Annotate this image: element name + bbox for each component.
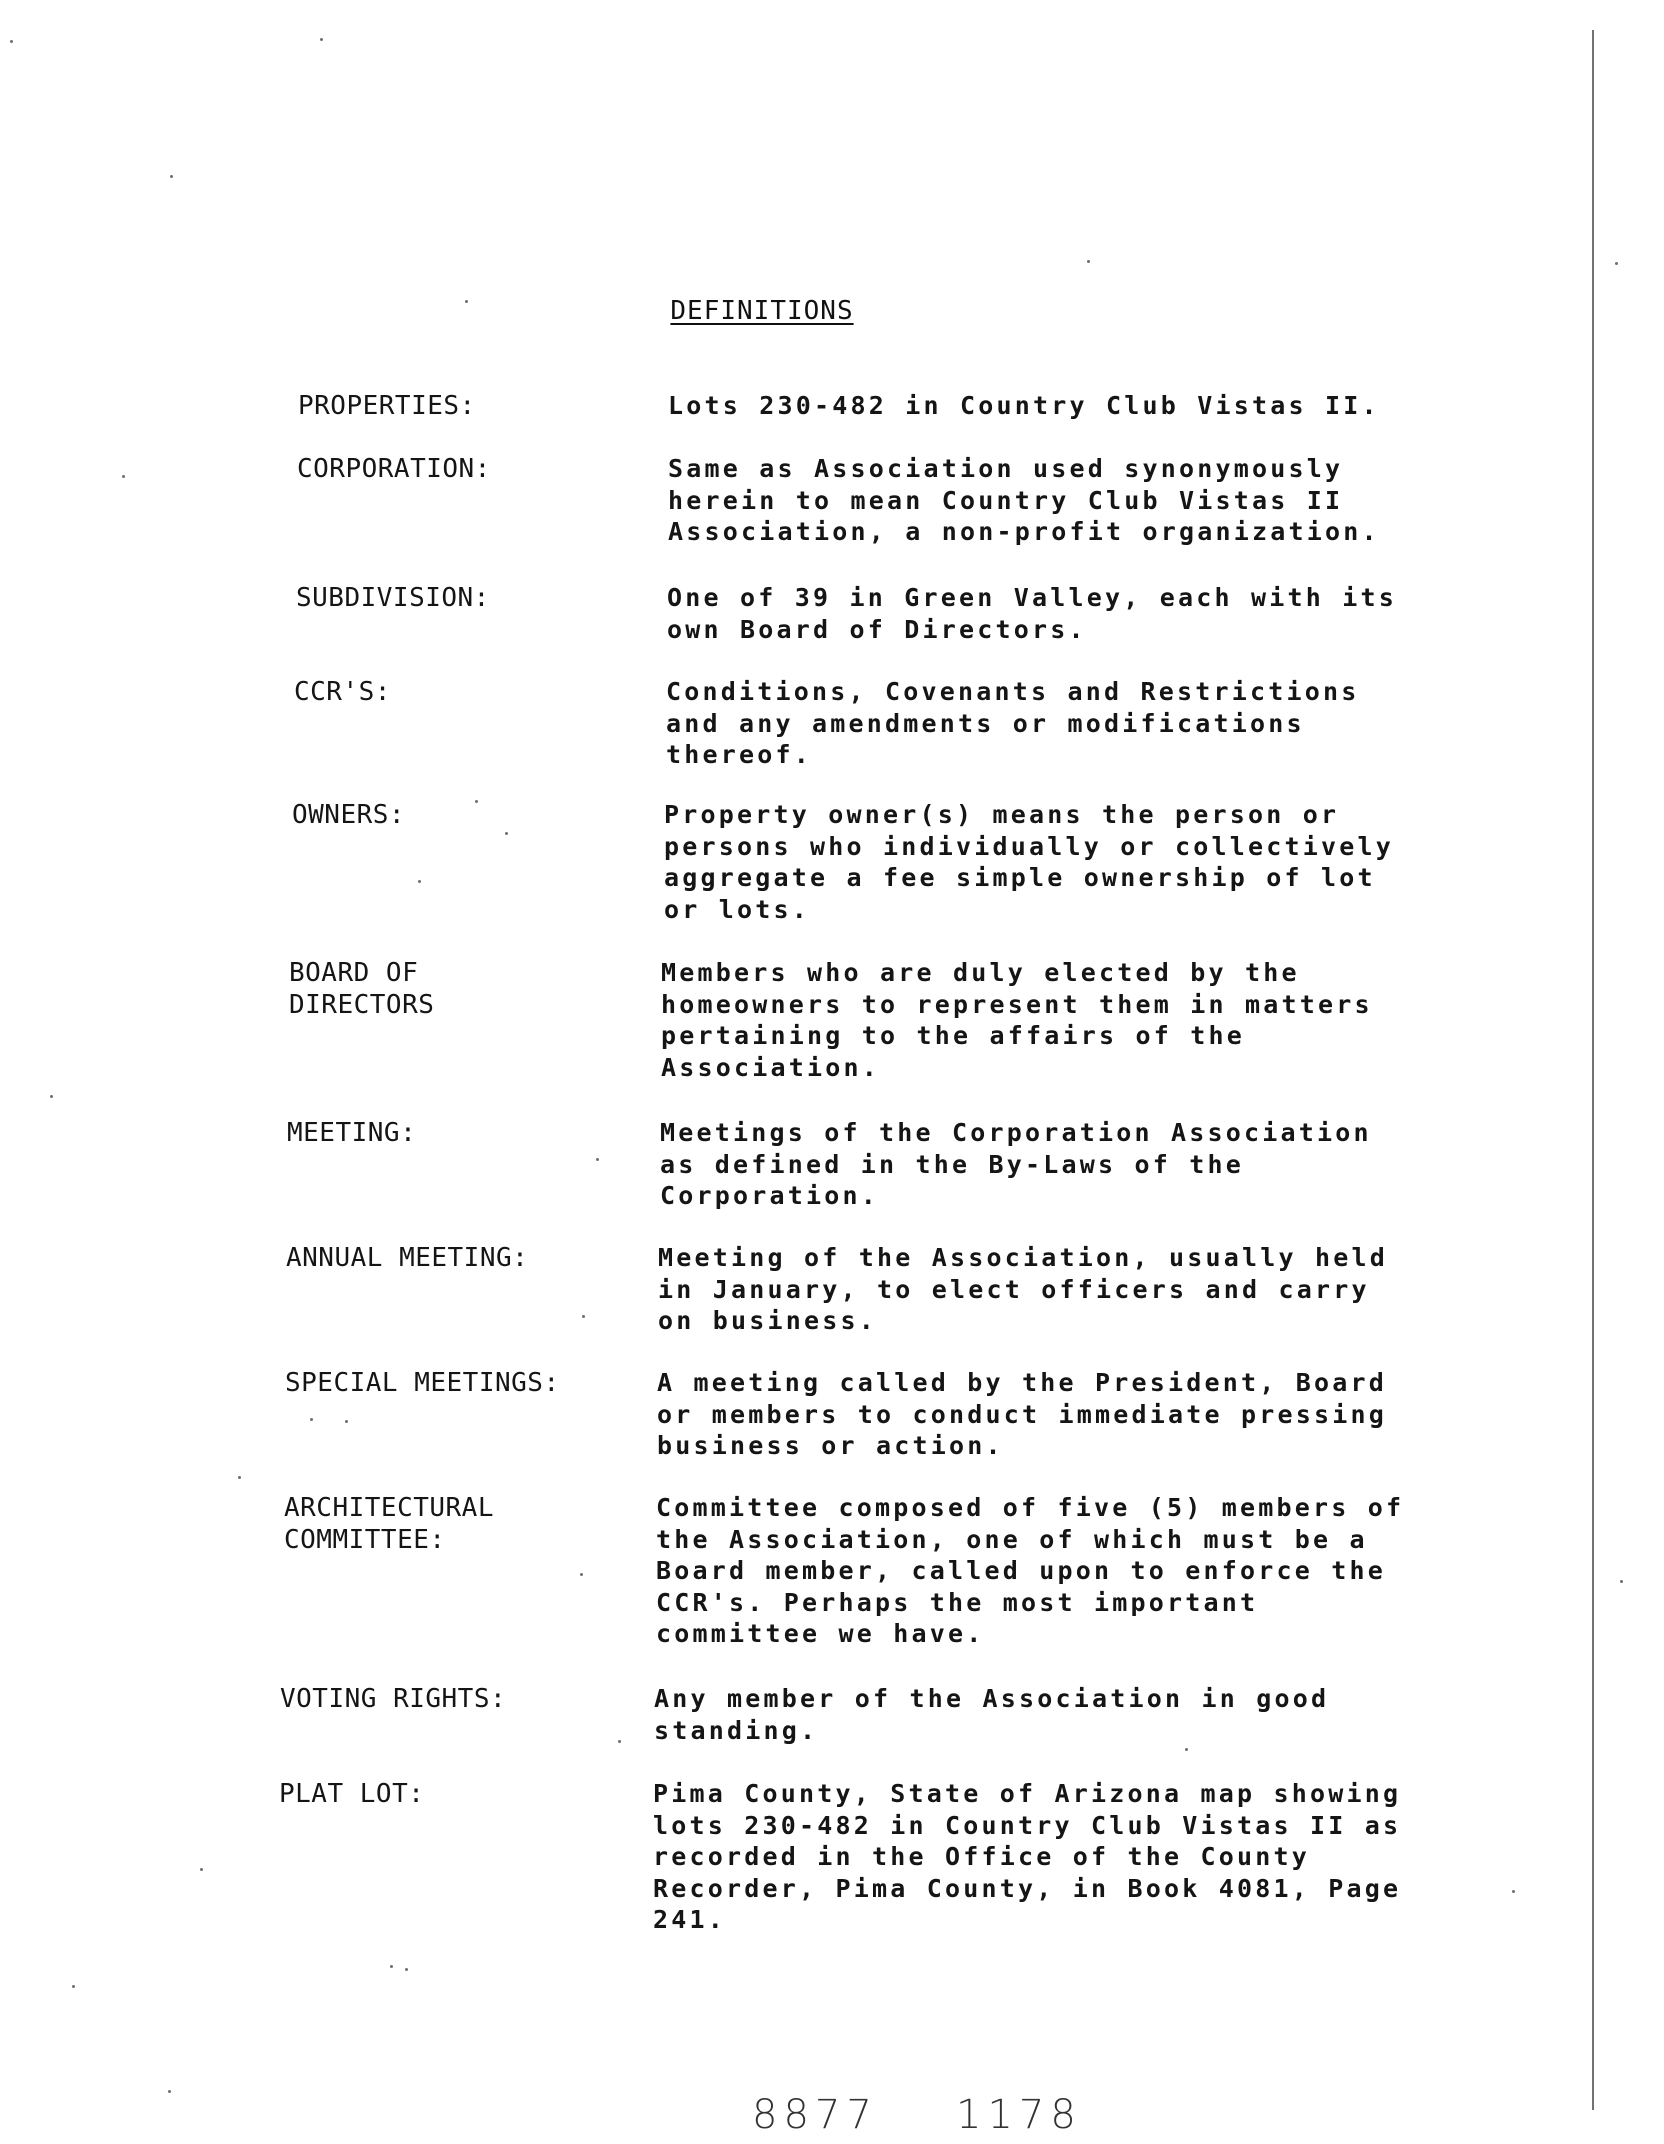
term-label: CCR'S: [294,677,391,707]
definition-text: Members who are duly elected by the homeowners to represent them in matters pertaining to the affairs of the Association. [661,958,1373,1082]
page-number: 1178 [956,2092,1082,2138]
scan-speck [310,1418,313,1421]
page-title: DEFINITIONS [670,296,854,326]
term-label: ANNUAL MEETING: [286,1243,529,1273]
scan-speck [582,1315,585,1318]
definition-text: Meetings of the Corporation Association as defined in the By-Laws of the Corporation. [660,1118,1372,1210]
scan-speck [320,38,323,41]
term-label: SUBDIVISION: [296,583,490,613]
scan-speck [200,1868,203,1871]
scan-speck [50,1095,53,1098]
term-label: CORPORATION: [297,454,491,484]
definition-text: Any member of the Association in good standing. [654,1684,1330,1745]
scan-speck [580,1573,583,1576]
scan-speck [618,1740,621,1743]
definition-text: Committee composed of five (5) members of the Association, one of which must be a Board member, called upon to enforce the CCR's. Perhaps the most important committee we have. [656,1493,1405,1648]
term-label: SPECIAL MEETINGS: [285,1368,560,1398]
definition-text: Meeting of the Association, usually held in January, to elect officers and carry on business. [658,1243,1389,1335]
scan-speck [10,40,13,43]
scan-speck [1087,260,1090,263]
scan-speck [475,800,478,803]
scan-speck [238,1476,241,1479]
term-label: MEETING: [287,1118,417,1148]
term-label: PROPERTIES: [298,391,476,421]
scan-speck [418,880,421,883]
docket-number: 8877 [752,2092,878,2138]
scan-speck [1185,1748,1188,1751]
definition-text: Property owner(s) means the person or persons who individually or collectively aggregate a fee simple ownership of lot or lots. [664,800,1395,924]
term-label: PLAT LOT: [279,1779,425,1809]
definition-text: Conditions, Covenants and Restrictions and any amendments or modifications thereof. [666,677,1360,769]
term-label: OWNERS: [292,800,406,830]
scan-speck [465,300,468,303]
scan-speck [1620,1580,1623,1583]
definition-text: One of 39 in Green Valley, each with its own Board of Directors. [667,583,1398,644]
scan-speck [1615,262,1618,265]
scan-speck [168,2090,171,2093]
definition-text: A meeting called by the President, Board or members to conduct immediate pressing business or action. [657,1368,1388,1460]
page-edge-rule [1592,30,1594,2110]
scan-speck [72,1985,75,1988]
scan-speck [122,475,125,478]
definition-text: Same as Association used synonymously herein to mean Country Club Vistas II Association, a non-profit organization. [668,454,1380,546]
scan-speck [390,1965,393,1968]
scan-speck [345,1420,348,1423]
scan-speck [405,1968,408,1971]
term-label: ARCHITECTURAL COMMITTEE: [284,1493,494,1555]
term-label: BOARD OF DIRECTORS [289,958,435,1020]
term-label: VOTING RIGHTS: [280,1684,507,1714]
scan-speck [1512,1890,1515,1893]
definition-text: Pima County, State of Arizona map showing lots 230-482 in Country Club Vistas II as recorded in the Office of the County Recorder, Pima County, in Book 4081, Page 241. [653,1779,1402,1934]
scan-speck [505,832,508,835]
definition-text: Lots 230-482 in Country Club Vistas II. [668,391,1380,420]
scan-speck [170,175,173,178]
scan-speck [596,1158,599,1161]
